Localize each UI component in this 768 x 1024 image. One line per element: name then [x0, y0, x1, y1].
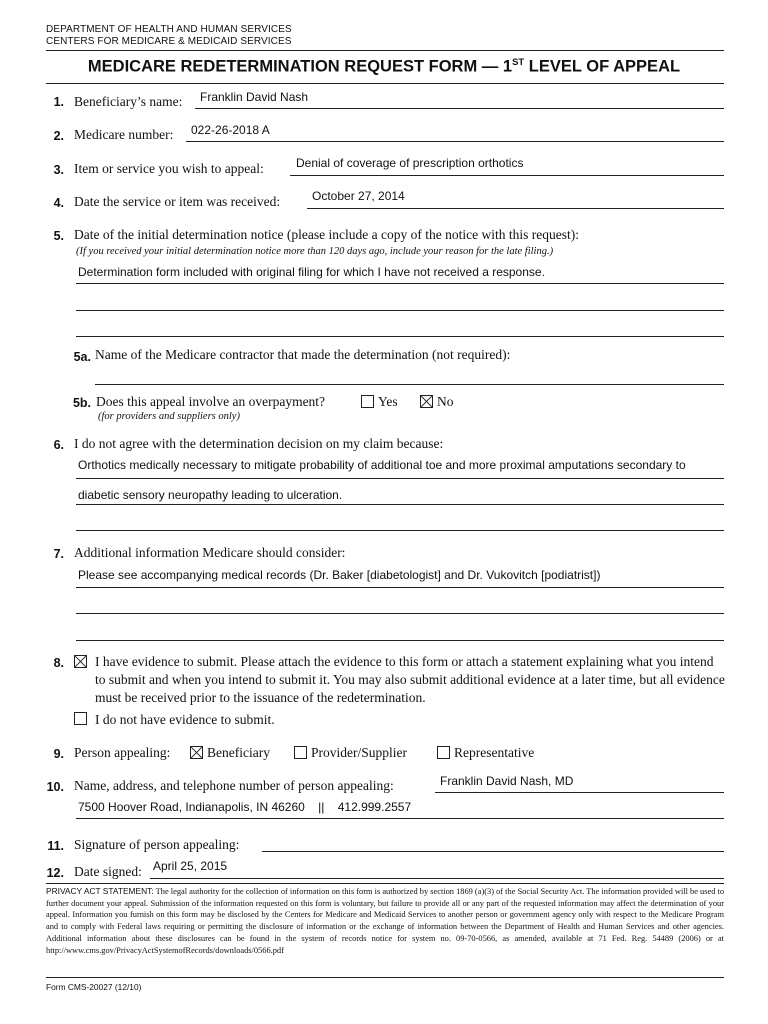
overpayment-yes-label: Yes [378, 394, 398, 409]
form-number: Form CMS-20027 (12/10) [46, 982, 142, 992]
item-number-8: 8. [53, 656, 64, 670]
date-signed-line [150, 878, 724, 879]
item-number-12: 12. [46, 866, 64, 880]
late-filing-note: (If you received your initial determination notice more than 120 days ago, include your reason for the late filing.) [76, 246, 554, 257]
determination-line-1 [76, 283, 724, 284]
item-number-6: 6. [53, 438, 64, 452]
medicare-number-label: Medicare number: [74, 127, 174, 142]
disagreement-label: I do not agree with the determination decision on my claim because: [74, 436, 444, 451]
form-title: MEDICARE REDETERMINATION REQUEST FORM — 1ST LEVEL OF APPEAL [87, 57, 681, 76]
date-received-line [307, 208, 724, 209]
date-signed-field[interactable]: April 25, 2015 [153, 859, 228, 873]
representative-checkbox[interactable] [437, 746, 450, 759]
overpayment-no-checkbox[interactable] [420, 395, 433, 408]
item-number-4: 4. [53, 196, 64, 210]
privacy-rule-top [46, 883, 724, 884]
contractor-name-label: Name of the Medicare contractor that made the determination (not required): [95, 347, 511, 362]
disagreement-field-line-2[interactable]: diabetic sensory neuropathy leading to ulceration. [78, 488, 343, 502]
initial-determination-label: Date of the initial determination notice (please include a copy of the notice with this request): [74, 227, 579, 242]
representative-option-label: Representative [454, 745, 535, 760]
beneficiary-name-field[interactable]: Franklin David Nash [200, 90, 309, 104]
item-number-5a: 5a. [73, 350, 91, 364]
appellant-name-line [435, 792, 724, 793]
item-number-9: 9. [53, 747, 64, 761]
providers-note: (for providers and suppliers only) [98, 411, 240, 422]
item-number-5: 5. [53, 229, 64, 243]
appellant-contact-label: Name, address, and telephone number of person appealing: [74, 778, 394, 793]
beneficiary-name-label: Beneficiary’s name: [74, 94, 183, 109]
agency-line-1: DEPARTMENT OF HEALTH AND HUMAN SERVICES [46, 24, 292, 35]
item-number-11: 11. [47, 839, 64, 853]
beneficiary-checkbox[interactable] [190, 746, 203, 759]
item-service-field[interactable]: Denial of coverage of prescription orthotics [296, 156, 524, 170]
item-number-3: 3. [53, 163, 64, 177]
additional-info-line-3 [76, 640, 724, 641]
item-number-1: 1. [53, 95, 64, 109]
disagreement-line-1 [76, 478, 724, 479]
disagreement-line-2 [76, 504, 724, 505]
overpayment-label: Does this appeal involve an overpayment? [96, 394, 326, 409]
additional-info-line-2 [76, 613, 724, 614]
date-received-label: Date the service or item was received: [74, 194, 281, 209]
item-number-5b: 5b. [72, 396, 91, 410]
privacy-heading: PRIVACY ACT STATEMENT: [46, 886, 154, 896]
contractor-name-line[interactable] [95, 384, 724, 385]
provider-supplier-option-label: Provider/Supplier [311, 745, 407, 760]
beneficiary-name-line [195, 108, 724, 109]
provider-supplier-checkbox[interactable] [294, 746, 307, 759]
appellant-address-field[interactable]: 7500 Hoover Road, Indianapolis, IN 46260 || 412.999.2557 [78, 800, 412, 814]
header-rule-top [46, 50, 724, 51]
additional-info-label: Additional information Medicare should consider: [74, 545, 346, 560]
item-number-2: 2. [53, 129, 64, 143]
beneficiary-option-label: Beneficiary [207, 745, 270, 760]
additional-info-line-1 [76, 587, 724, 588]
privacy-body: The legal authority for the collection of information on this form is authorized by section 1869 (a)(3) of the Social Security Act. The information provided will be used to further document your appeal. Submission of the information requested on this form is voluntary, but failure to provide all or any part of the requested information may affect the determination of your appeal. Information you furnish on this form may be disclosed by the Centers for Medicare and Medicaid Services to another person or government agency only with respect to the Medicare Program and to comply with Federal laws requiring or permitting the disclosure of information or the exchange of information between the Department of Health and Human Services and other agencies. Additional information about these disclosures can be found in the system of records notice for system no. 09-70-0566, as amended, available at 71 Fed. Reg. 54489 (2006) or at http://www.cms.gov/PrivacyActSystemofRecords/downloads/0566.pdf [46, 887, 725, 955]
additional-info-field[interactable]: Please see accompanying medical records (Dr. Baker [diabetologist] and Dr. Vukovitch [podiatrist]) [78, 568, 601, 582]
appellant-address-line [76, 818, 724, 819]
medicare-number-field[interactable]: 022-26-2018 A [191, 123, 270, 137]
item-number-7: 7. [53, 547, 64, 561]
initial-determination-field[interactable]: Determination form included with original filing for which I have not received a response. [78, 265, 545, 279]
header-rule-bottom [46, 83, 724, 84]
medicare-number-line [186, 141, 724, 142]
disagreement-line-3 [76, 530, 724, 531]
no-evidence-text: I do not have evidence to submit. [95, 712, 275, 727]
disagreement-field-line-1[interactable]: Orthotics medically necessary to mitigate probability of additional toe and more proximal amputations secondary to [78, 458, 686, 472]
item-service-label: Item or service you wish to appeal: [74, 161, 264, 176]
have-evidence-checkbox[interactable] [74, 655, 87, 668]
person-appealing-label: Person appealing: [74, 745, 171, 760]
title-superscript: ST [512, 57, 525, 68]
item-service-line [290, 175, 724, 176]
privacy-act-statement [46, 886, 724, 956]
privacy-rule-bottom [46, 977, 724, 978]
signature-label: Signature of person appealing: [74, 837, 240, 852]
item-number-10: 10. [46, 780, 64, 794]
agency-line-2: CENTERS FOR MEDICARE & MEDICAID SERVICES [46, 36, 292, 47]
date-received-field[interactable]: October 27, 2014 [312, 189, 405, 203]
appellant-name-field[interactable]: Franklin David Nash, MD [440, 774, 574, 788]
signature-line[interactable] [262, 851, 724, 852]
date-signed-label: Date signed: [74, 864, 142, 879]
determination-line-2 [76, 310, 724, 311]
overpayment-no-label: No [437, 394, 454, 409]
determination-line-3 [76, 336, 724, 337]
have-evidence-text: I have evidence to submit. Please attach the evidence to this form or attach a statement explaining what you intend to submit and when you intend to submit it. You may also submit additional evidence at a later time, but all evidence must be received prior to the issuance of the redetermination. [95, 654, 725, 705]
overpayment-yes-checkbox[interactable] [361, 395, 374, 408]
no-evidence-checkbox[interactable] [74, 712, 87, 725]
